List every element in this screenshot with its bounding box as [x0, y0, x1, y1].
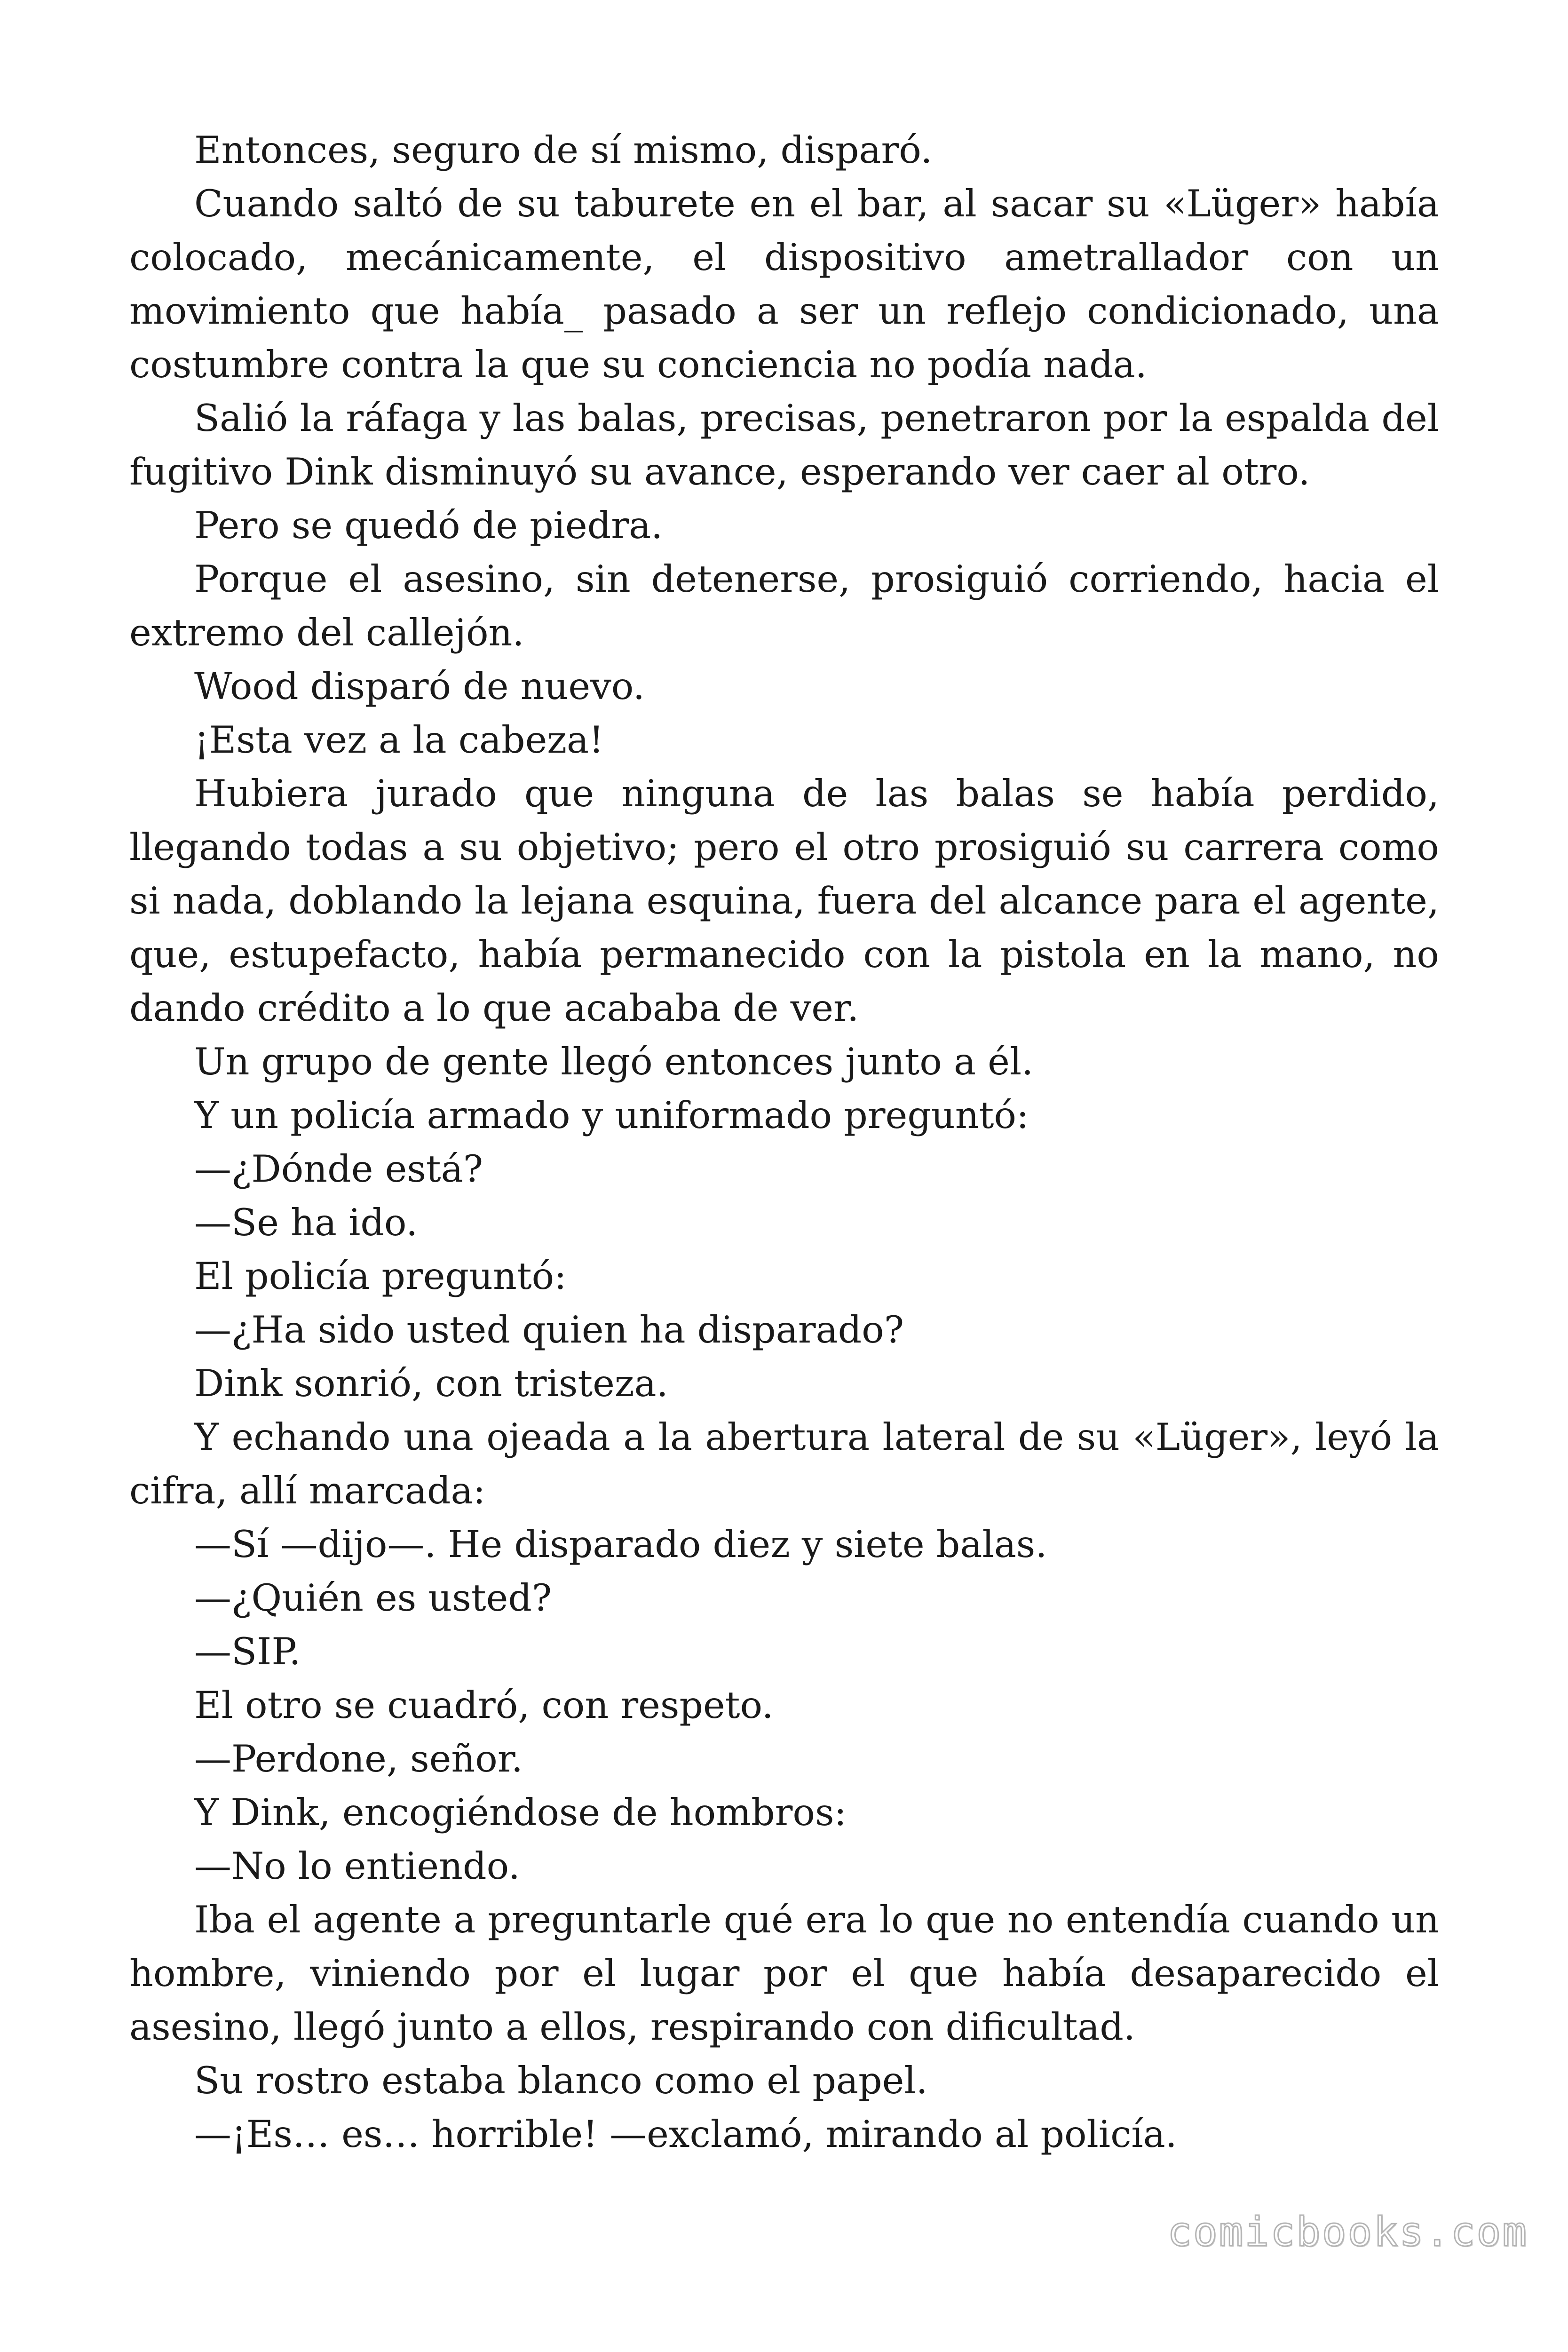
paragraph: Porque el asesino, sin detenerse, prosiguió corriendo, hacia el extremo del callejón. — [129, 557, 1439, 654]
paragraph: Salió la ráfaga y las balas, precisas, penetraron por la espalda del fugitivo Dink disminuyó su avance, esperando ver caer al otro. — [129, 397, 1439, 493]
dialogue-line: —¿Dónde está? — [194, 1147, 483, 1191]
paragraph: Hubiera jurado que ninguna de las balas se había perdido, llegando todas a su objetivo; pero el otro prosiguió su carrera como si nada, doblando la lejana esquina, fuera del alcance para el agente, que, estupefacto, había permanecido con la pistola en la mano, no dando crédito a lo que acababa de ver. — [129, 772, 1439, 1030]
paragraph: Wood disparó de nuevo. — [194, 665, 645, 708]
paragraph: Cuando saltó de su taburete en el bar, al sacar su «Lüger» había colocado, mecánicamente, el dispositivo ametrallador con un movimiento que había_ pasado a ser un reflejo condicionado, una costumbre contra la que su conciencia no podía nada. — [129, 182, 1439, 386]
paragraph: El policía preguntó: — [194, 1255, 567, 1298]
dialogue-line: —¿Ha sido usted quien ha disparado? — [194, 1308, 904, 1351]
dialogue-line: —¿Quién es usted? — [194, 1576, 552, 1620]
dialogue-line: —Se ha ido. — [194, 1201, 418, 1244]
paragraph: Su rostro estaba blanco como el papel. — [194, 2059, 928, 2102]
dialogue-line: —No lo entiendo. — [194, 1844, 520, 1888]
paragraph: Y un policía armado y uniformado preguntó: — [194, 1094, 1029, 1137]
paragraph: Dink sonrió, con tristeza. — [194, 1362, 668, 1405]
dialogue-line: —Sí —dijo—. He disparado diez y siete balas. — [194, 1523, 1047, 1566]
watermark: comicbooks.com — [1167, 2209, 1528, 2256]
paragraph: Pero se quedó de piedra. — [194, 504, 663, 547]
paragraph: Entonces, seguro de sí mismo, disparó. — [194, 128, 933, 172]
paragraph: ¡Esta vez a la cabeza! — [194, 718, 604, 762]
paragraph: El otro se cuadró, con respeto. — [194, 1684, 774, 1727]
paragraph: Y echando una ojeada a la abertura lateral de su «Lüger», leyó la cifra, allí marcada: — [129, 1415, 1439, 1512]
dialogue-line: —SIP. — [194, 1630, 301, 1673]
paragraph: Un grupo de gente llegó entonces junto a él. — [194, 1040, 1034, 1083]
body-text — [129, 123, 1439, 2161]
dialogue-line: —¡Es… es… horrible! —exclamó, mirando al policía. — [194, 2113, 1177, 2156]
paragraph: Y Dink, encogiéndose de hombros: — [194, 1791, 847, 1834]
paragraph: Iba el agente a preguntarle qué era lo que no entendía cuando un hombre, viniendo por el lugar por el que había desaparecido el asesino, llegó junto a ellos, respirando con dificultad. — [129, 1898, 1439, 2049]
dialogue-line: —Perdone, señor. — [194, 1737, 523, 1780]
